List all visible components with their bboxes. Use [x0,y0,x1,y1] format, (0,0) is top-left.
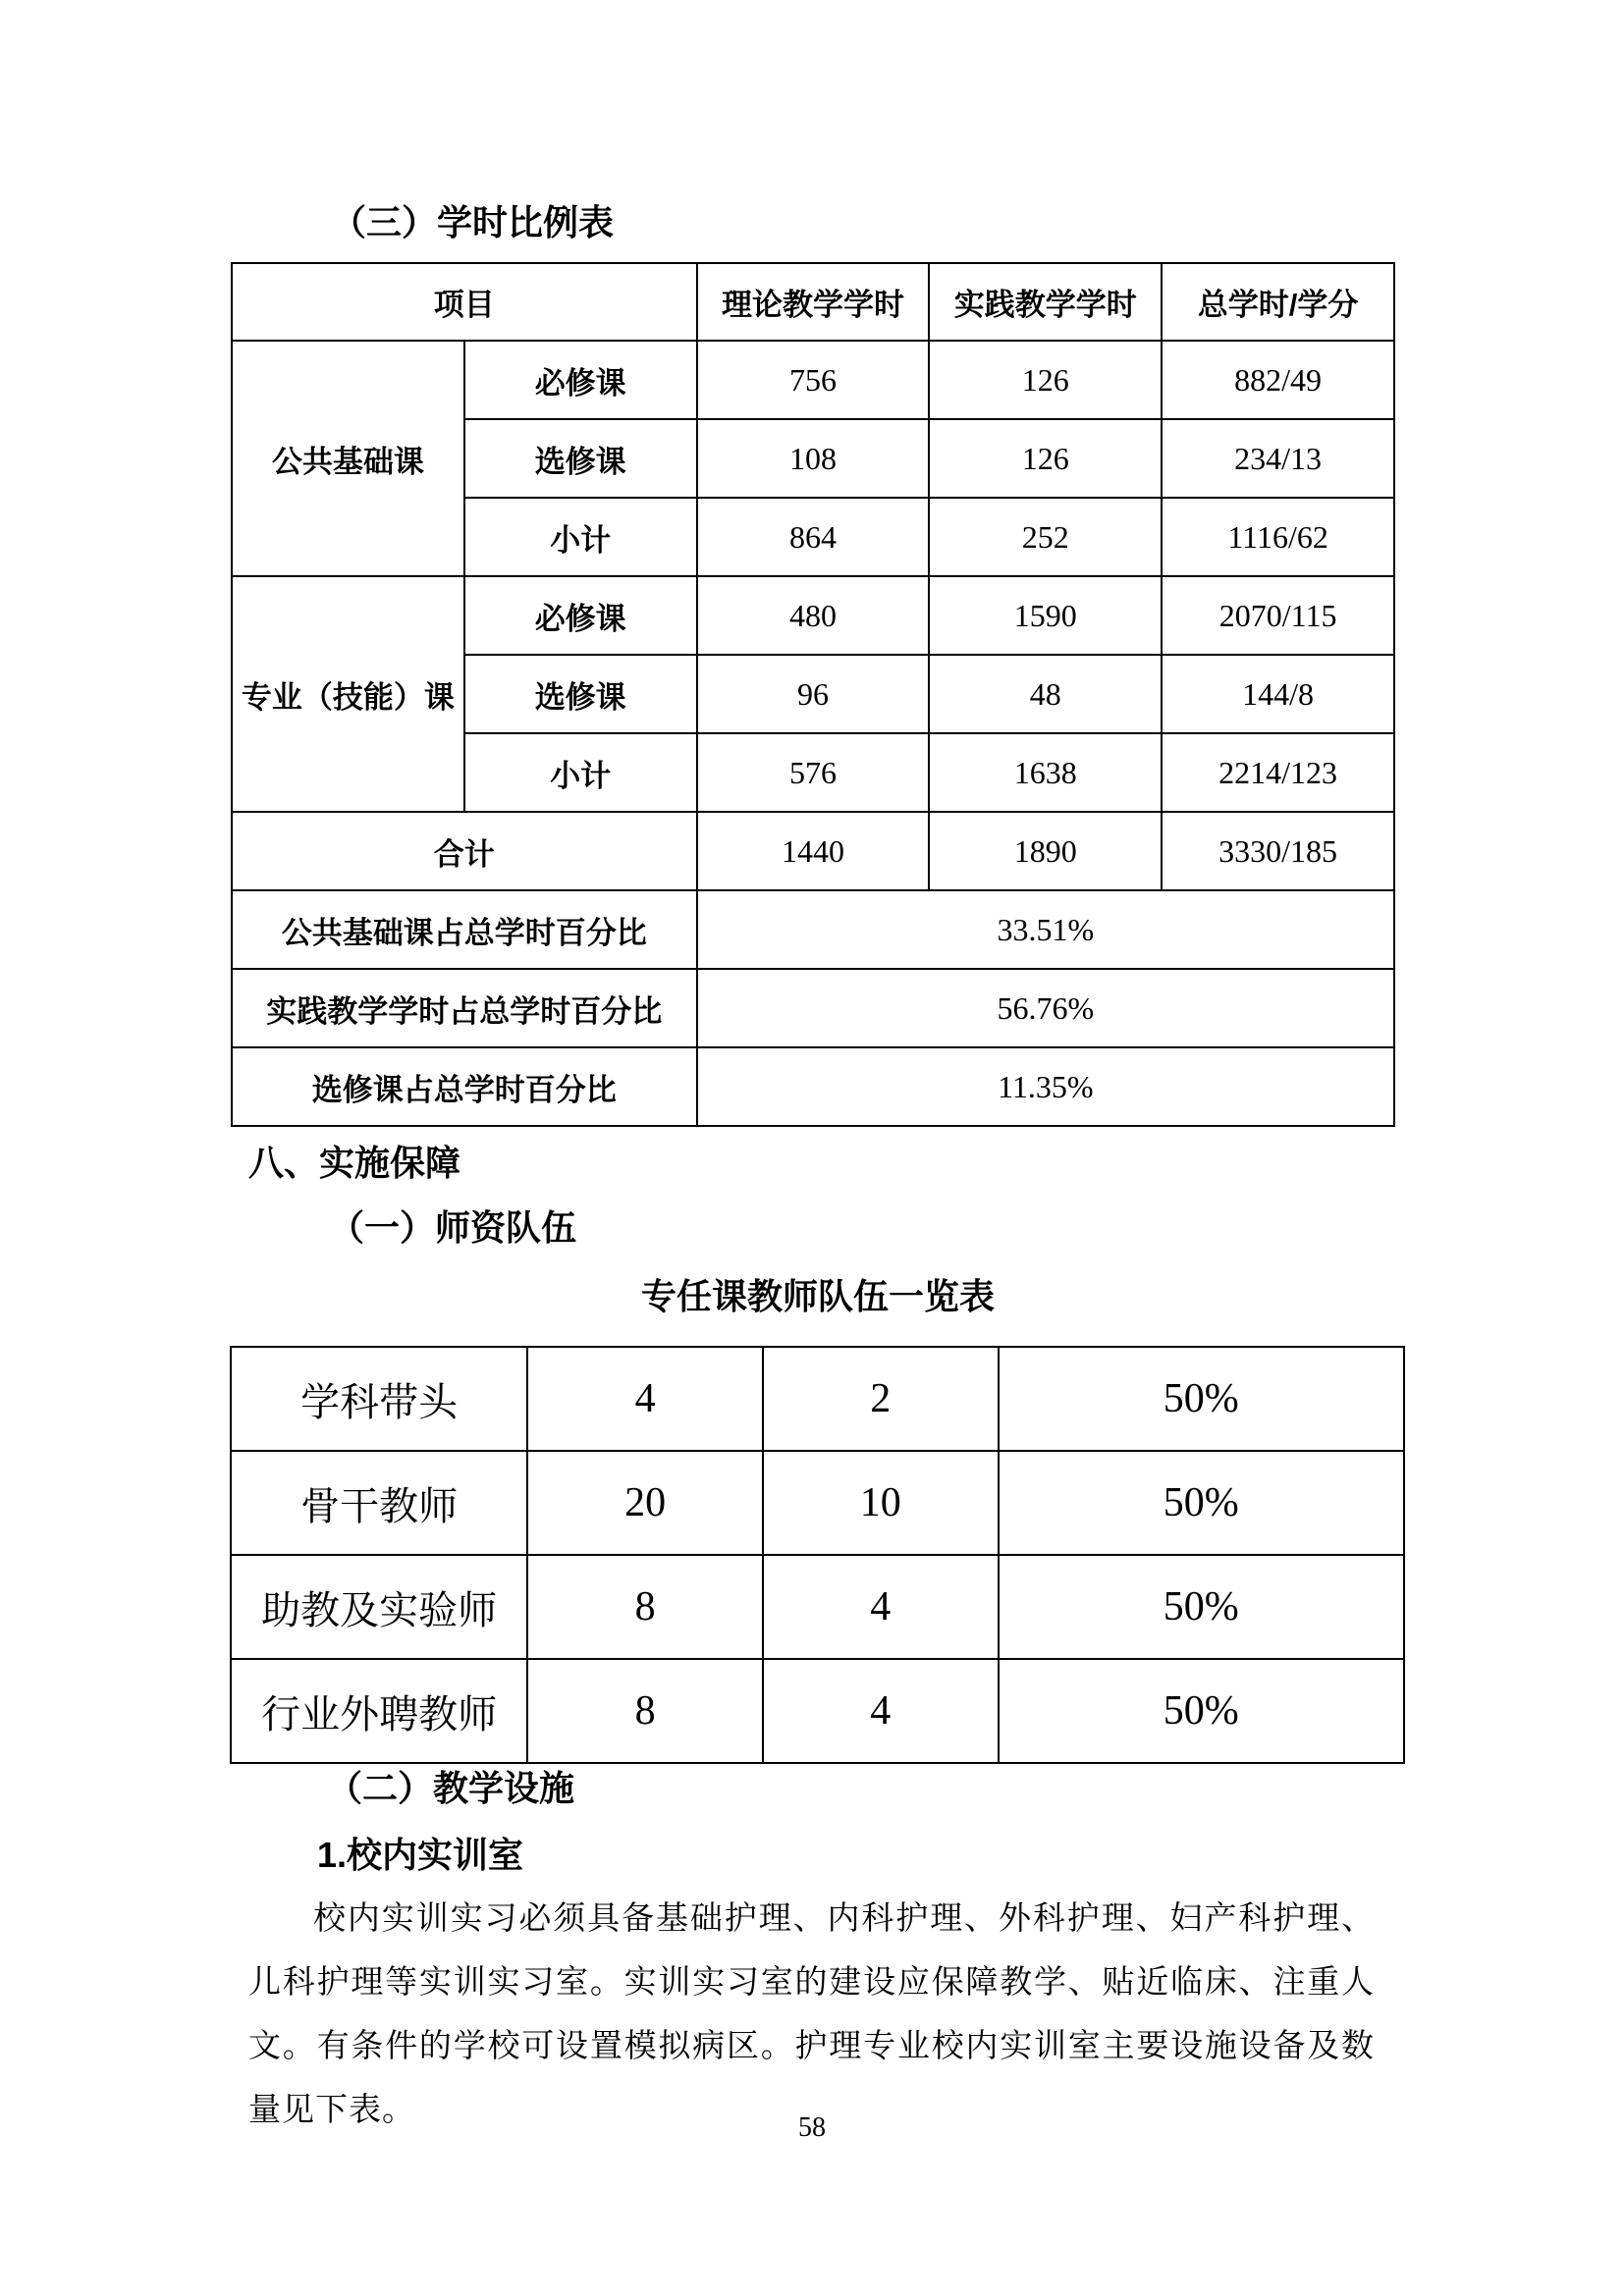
section-title-hours-ratio: （三）学时比例表 [331,202,615,242]
teacher-cell: 50% [999,1347,1404,1451]
training-rooms-paragraph: 校内实训实习必须具备基础护理、内科护理、外科护理、妇产科护理、儿科护理等实训实习室。实训实习室的建设应保障教学、贴近临床、注重人文。有条件的学校可设置模拟病区。护理专业校内实训室主要设施设备及数量见下表。 [248,1901,1375,2128]
teacher-roster-table [230,1346,1405,1764]
hours-cell: 1890 [929,812,1162,890]
percent-row-label: 公共基础课占总学时百分比 [232,890,697,969]
hours-cell: 1440 [697,812,930,890]
hours-cell: 48 [929,655,1162,733]
hours-col-header-theory: 理论教学学时 [697,263,930,341]
percent-row-label: 选修课占总学时百分比 [232,1047,697,1126]
hours-cell: 126 [929,419,1162,498]
hours-cell: 96 [697,655,930,733]
hours-cell: 234/13 [1162,419,1394,498]
teacher-cell: 10 [763,1451,999,1555]
hours-cell: 108 [697,419,930,498]
hours-cell: 576 [697,733,930,812]
hours-col-header-item: 项目 [232,263,697,341]
table-row [232,263,1394,341]
table-row [231,1555,1404,1659]
percent-row-value: 56.76% [697,969,1394,1047]
hours-row-label: 必修课 [464,341,697,419]
subsection-heading-teachers: （一）师资队伍 [329,1207,577,1248]
teacher-cell: 8 [527,1555,763,1659]
teacher-row-label: 行业外聘教师 [231,1659,527,1763]
percent-row-value: 33.51% [697,890,1394,969]
hours-row-label: 选修课 [464,655,697,733]
hours-cell: 1638 [929,733,1162,812]
hours-row-label: 选修课 [464,419,697,498]
hours-cell: 3330/185 [1162,812,1394,890]
hours-cell: 2214/123 [1162,733,1394,812]
teacher-cell: 4 [763,1659,999,1763]
table-row [231,1451,1404,1555]
hours-cell: 1590 [929,576,1162,655]
table-row [232,969,1394,1047]
hours-cell: 882/49 [1162,341,1394,419]
hours-row-label: 小计 [464,498,697,576]
table-row [232,812,1394,890]
section-heading-implementation: 八、实施保障 [248,1143,461,1183]
hours-col-header-total: 总学时/学分 [1162,263,1394,341]
hours-col-header-practice: 实践教学学时 [929,263,1162,341]
hours-cell: 480 [697,576,930,655]
hours-cell: 144/8 [1162,655,1394,733]
table-row [232,890,1394,969]
teacher-cell: 50% [999,1659,1404,1763]
hours-cell: 1116/62 [1162,498,1394,576]
table-row [231,1347,1404,1451]
table-row [231,1659,1404,1763]
percent-row-label: 实践教学学时占总学时百分比 [232,969,697,1047]
teacher-cell: 4 [763,1555,999,1659]
table-row [232,1047,1394,1126]
hours-cell: 2070/115 [1162,576,1394,655]
teacher-cell: 8 [527,1659,763,1763]
hours-cell: 864 [697,498,930,576]
teacher-table-title: 专任课教师队伍一览表 [640,1276,995,1316]
hours-category-professional: 专业（技能）课 [232,576,464,812]
page-number: 58 [798,2112,826,2143]
teacher-cell: 4 [527,1347,763,1451]
teacher-row-label: 学科带头 [231,1347,527,1451]
percent-row-value: 11.35% [697,1047,1394,1126]
hours-cell: 252 [929,498,1162,576]
hours-row-label: 必修课 [464,576,697,655]
teacher-cell: 50% [999,1451,1404,1555]
teacher-cell: 2 [763,1347,999,1451]
teacher-row-label: 骨干教师 [231,1451,527,1555]
hours-cell: 756 [697,341,930,419]
hours-row-label: 小计 [464,733,697,812]
teacher-row-label: 助教及实验师 [231,1555,527,1659]
table-row [232,341,1394,419]
item-heading-training-rooms: 1.校内实训室 [317,1835,524,1875]
teacher-cell: 50% [999,1555,1404,1659]
hours-category-public: 公共基础课 [232,341,464,576]
table-row [232,576,1394,655]
hours-cell: 126 [929,341,1162,419]
teacher-cell: 20 [527,1451,763,1555]
hours-total-label: 合计 [232,812,697,890]
hours-ratio-table [231,262,1395,1127]
subsection-heading-facilities: （二）教学设施 [327,1768,575,1808]
